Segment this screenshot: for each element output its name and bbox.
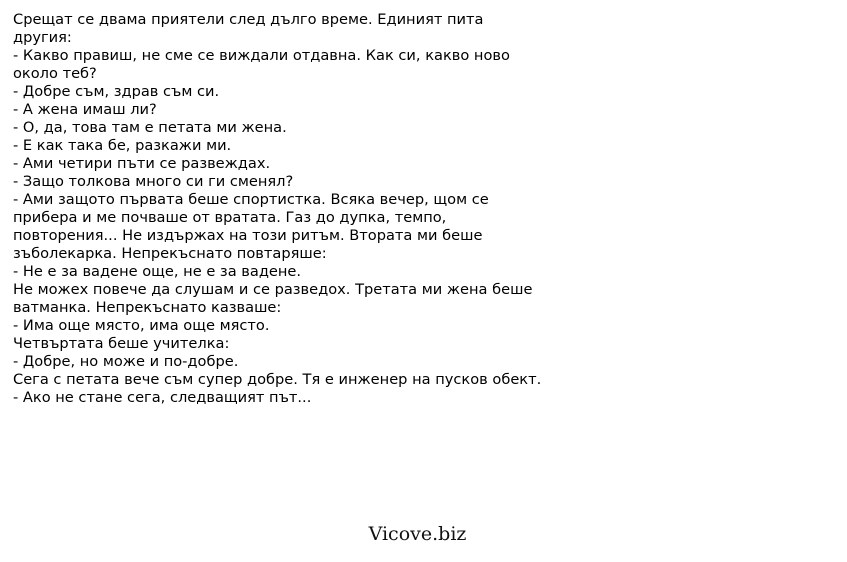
joke-line: Срещат се двама приятели след дълго време. Единият пита bbox=[13, 11, 484, 28]
joke-line: - Ако не стане сега, следващият път... bbox=[13, 389, 312, 406]
joke-line: - О, да, това там е петата ми жена. bbox=[13, 119, 287, 136]
joke-line: зъболекарка. Непрекъснато повтаряше: bbox=[13, 245, 327, 262]
joke-line: - Не е за вадене още, не е за вадене. bbox=[13, 263, 302, 280]
joke-line: - Е как така бе, разкажи ми. bbox=[13, 137, 232, 154]
joke-line: другия: bbox=[13, 29, 72, 46]
joke-line: прибера и ме почваше от вратата. Газ до дупка, темпо, bbox=[13, 209, 447, 226]
joke-line: Сега с петата вече съм супер добре. Тя е инженер на пусков обект. bbox=[13, 371, 542, 388]
joke-line: Четвъртата беше учителка: bbox=[13, 335, 230, 352]
joke-line: повторения... Не издържах на този ритъм. Втората ми беше bbox=[13, 227, 483, 244]
joke-line: около теб? bbox=[13, 65, 97, 82]
site-watermark: Vicove.biz bbox=[368, 523, 467, 545]
joke-line: - Има още място, има още място. bbox=[13, 317, 270, 334]
joke-line: Не можех повече да слушам и се разведох. Третата ми жена беше bbox=[13, 281, 533, 298]
joke-line: - А жена имаш ли? bbox=[13, 101, 157, 118]
joke-line: - Защо толкова много си ги сменял? bbox=[13, 173, 294, 190]
joke-line: ватманка. Непрекъснато казваше: bbox=[13, 299, 282, 316]
joke-line: - Ами защото първата беше спортистка. Всяка вечер, щом се bbox=[13, 191, 489, 208]
joke-text bbox=[13, 11, 593, 407]
joke-line: - Ами четири пъти се развеждах. bbox=[13, 155, 271, 172]
joke-line: - Какво правиш, не сме се виждали отдавна. Как си, какво ново bbox=[13, 47, 510, 64]
joke-line: - Добре съм, здрав съм си. bbox=[13, 83, 220, 100]
joke-line: - Добре, но може и по-добре. bbox=[13, 353, 239, 370]
